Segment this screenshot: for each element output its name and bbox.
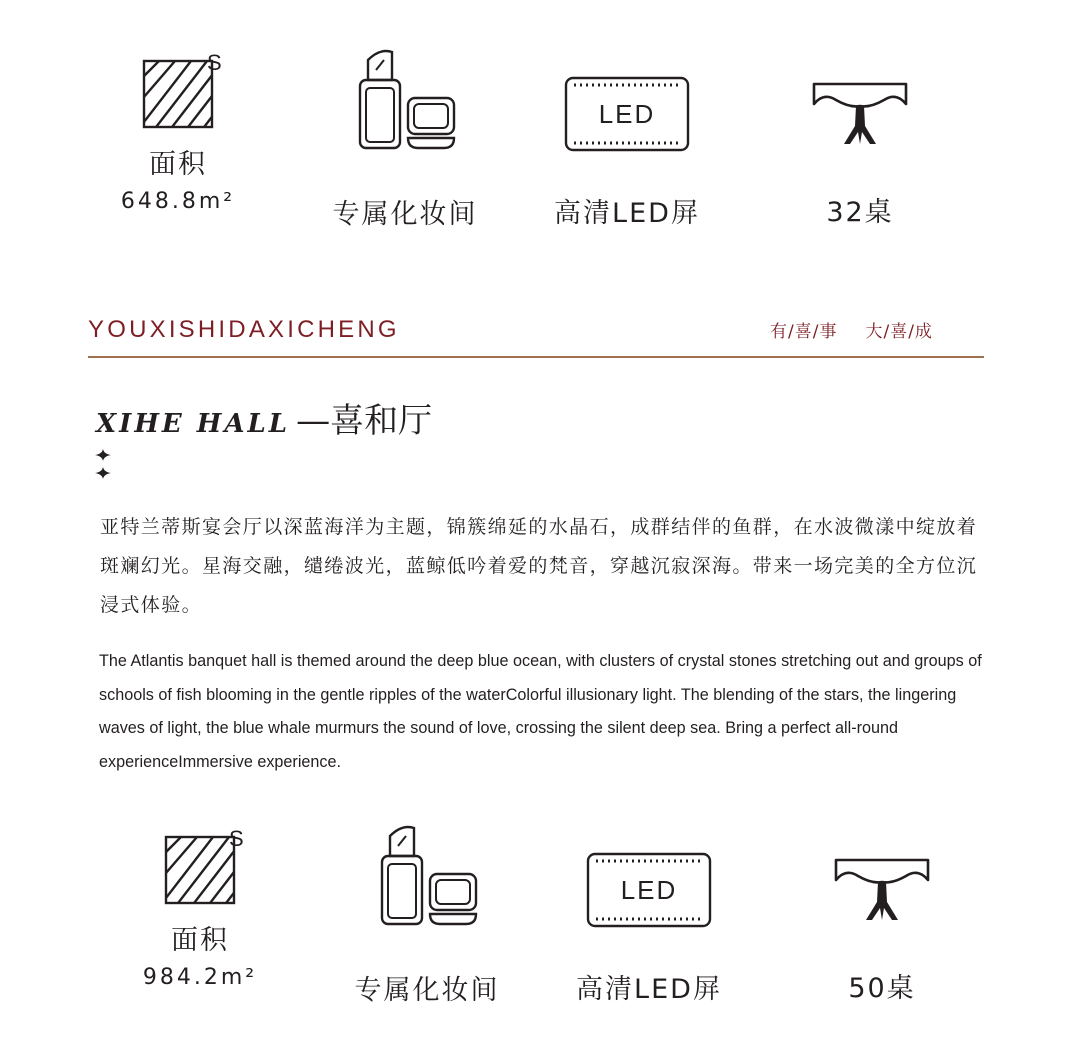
svg-text:LED: LED — [620, 875, 678, 905]
tables-label: 32桌 — [826, 197, 894, 228]
area-value: 648.8m² — [120, 189, 236, 214]
led-screen-icon — [586, 850, 712, 930]
feature-dressing-room — [320, 44, 490, 231]
led-screen-icon — [564, 74, 690, 154]
feature-dressing-room — [342, 820, 512, 1007]
banquet-table-icon — [810, 78, 910, 150]
dressing-room-icon — [350, 44, 460, 154]
banquet-table-icon — [832, 854, 932, 926]
hall-description-en: The Atlantis banquet hall is themed around the deep blue ocean, with clusters of crystal stones stretching out and groups of schools of fish blooming in the gentle ripples of the waterColorful illusionary light. The blending of the stars, the lingering waves of light, the blue whale murmurs the sound of love, crossing the silent deep sea. Bring a perfect all-round experienceImmersive experience. — [99, 652, 982, 771]
feature-led-screen — [542, 74, 712, 230]
hall-title-cn: —喜和厅 — [296, 401, 433, 441]
slogan-part-2: 大/喜/成 — [865, 322, 933, 342]
brand-name: YOUXISHIDAXICHENG — [88, 316, 400, 343]
area-value: 984.2m² — [142, 965, 258, 990]
tables-label: 50桌 — [848, 973, 916, 1004]
slogan — [770, 317, 961, 342]
sparkle-icon — [92, 448, 114, 482]
hall-title-en: XIHE HALL — [96, 409, 291, 439]
area-icon — [155, 826, 245, 908]
slogan-part-1: 有/喜/事 — [770, 322, 838, 342]
feature-led-screen — [564, 850, 734, 1006]
dressing-room-label: 专属化妆间 — [354, 975, 500, 1006]
svg-text:S: S — [229, 826, 244, 851]
hall-description-cn: 亚特兰蒂斯宴会厅以深蓝海洋为主题，锦簇绵延的水晶石，成群结伴的鱼群，在水波微漾中绽放着斑斓幻光。星海交融，缱绻波光，蓝鲸低吟着爱的梵音，穿越沉寂深海。带来一场完美的全方位沉浸式体验。 — [100, 516, 978, 616]
svg-text:S: S — [207, 50, 222, 75]
dressing-room-label: 专属化妆间 — [332, 199, 478, 230]
hall-title — [96, 393, 432, 442]
dressing-room-icon — [372, 820, 482, 930]
feature-tables — [775, 78, 945, 229]
feature-tables — [797, 854, 967, 1005]
area-label: 面积 — [149, 149, 207, 180]
divider-rule — [88, 356, 984, 358]
svg-text:LED: LED — [598, 99, 656, 129]
area-label: 面积 — [171, 925, 229, 956]
led-screen-label: 高清LED屏 — [554, 198, 700, 229]
feature-area — [93, 50, 263, 214]
area-icon — [133, 50, 223, 132]
led-screen-label: 高清LED屏 — [576, 974, 722, 1005]
feature-area — [115, 826, 285, 990]
